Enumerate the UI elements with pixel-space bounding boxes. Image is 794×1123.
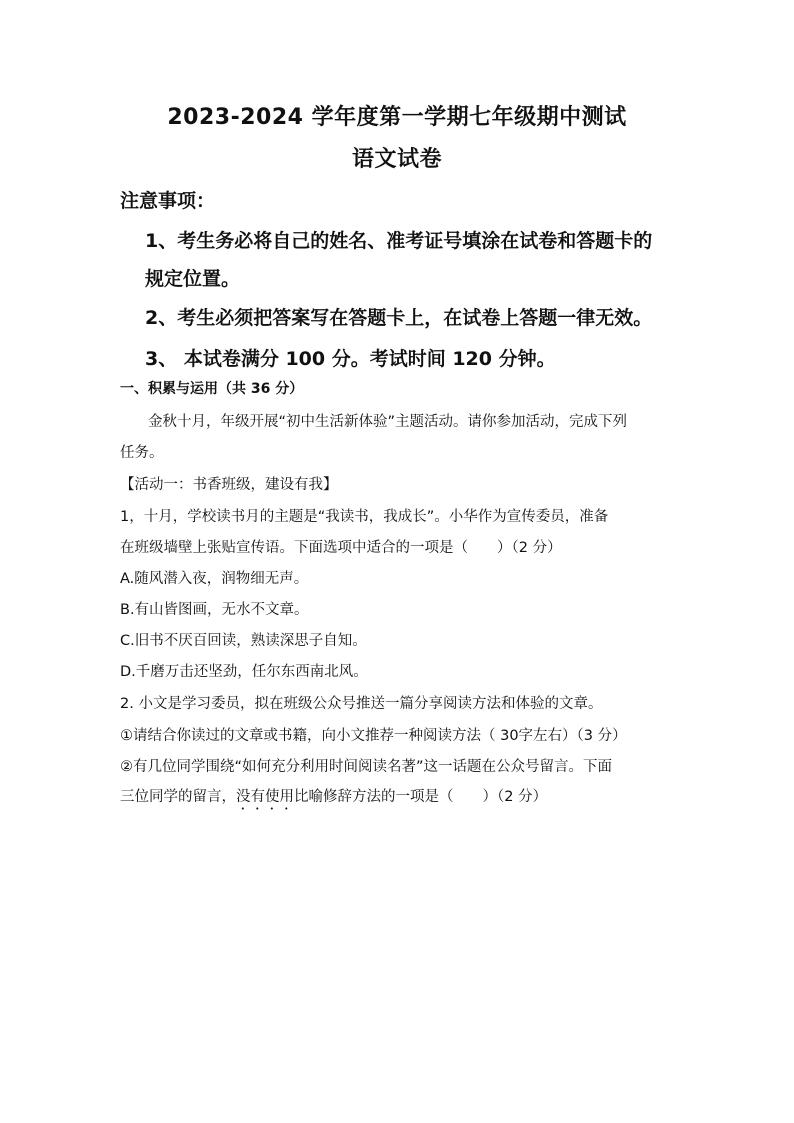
question-1-option-a: A.随风潜入夜，润物细无声。 — [120, 571, 309, 587]
question-1-option-b: B.有山皆图画，无水不文章。 — [120, 602, 309, 618]
exam-subject-title: 语文试卷 — [351, 147, 442, 172]
question-1-option-c: C.旧书不厌百回读，熟读深思子自知。 — [120, 633, 367, 649]
emphasized-text: 没有使用 — [236, 789, 294, 805]
question-1-option-d: D.千磨万击还坚劲，任尔东西南北风。 — [120, 664, 368, 680]
activity-1-heading: 【活动一：书香班级，建设有我】 — [120, 477, 338, 493]
exam-title: 2023-2024 学年度第一学期七年级期中测试 — [167, 105, 627, 130]
section-1-intro-line-2: 任务。 — [120, 445, 164, 461]
notice-item-2: 2、考生必须把答案写在答题卡上，在试卷上答题一律无效。 — [145, 307, 653, 329]
question-2-sub-2-text-a: 三位同学的留言， — [120, 789, 236, 805]
section-1-heading: 一、积累与运用（共 36 分） — [120, 381, 304, 397]
notice-heading: 注意事项： — [120, 190, 216, 212]
notice-item-1-line-1: 1、考生务必将自己的姓名、准考证号填涂在试卷和答题卡的 — [145, 230, 653, 252]
notice-item-3: 3、 本试卷满分 100 分。考试时间 120 分钟。 — [145, 348, 556, 370]
question-2-intro: 2. 小文是学习委员，拟在班级公众号推送一篇分享阅读方法和体验的文章。 — [120, 696, 603, 712]
notice-item-1-line-2: 规定位置。 — [145, 268, 241, 290]
question-1-line-1: 1，十月，学校读书月的主题是“我读书，我成长”。小华作为宣传委员，准备 — [120, 509, 609, 525]
question-2-sub-2-text-b: 比喻修辞方法的一项是（ ）（2 分） — [294, 789, 548, 805]
question-2-sub-2-line-1: ②有几位同学围绕“如何充分利用时间阅读名著”这一话题在公众号留言。下面 — [120, 759, 613, 775]
question-2-sub-2-line-2 — [120, 785, 547, 813]
question-2-sub-1: ①请结合你读过的文章或书籍，向小文推荐一种阅读方法（ 30字左右）（3 分） — [120, 728, 627, 744]
question-1-line-2: 在班级墙壁上张贴宣传语。下面选项中适合的一项是（ ）（2 分） — [120, 540, 562, 556]
section-1-intro-line-1: 金秋十月，年级开展“初中生活新体验”主题活动。请你参加活动，完成下列 — [148, 414, 628, 430]
